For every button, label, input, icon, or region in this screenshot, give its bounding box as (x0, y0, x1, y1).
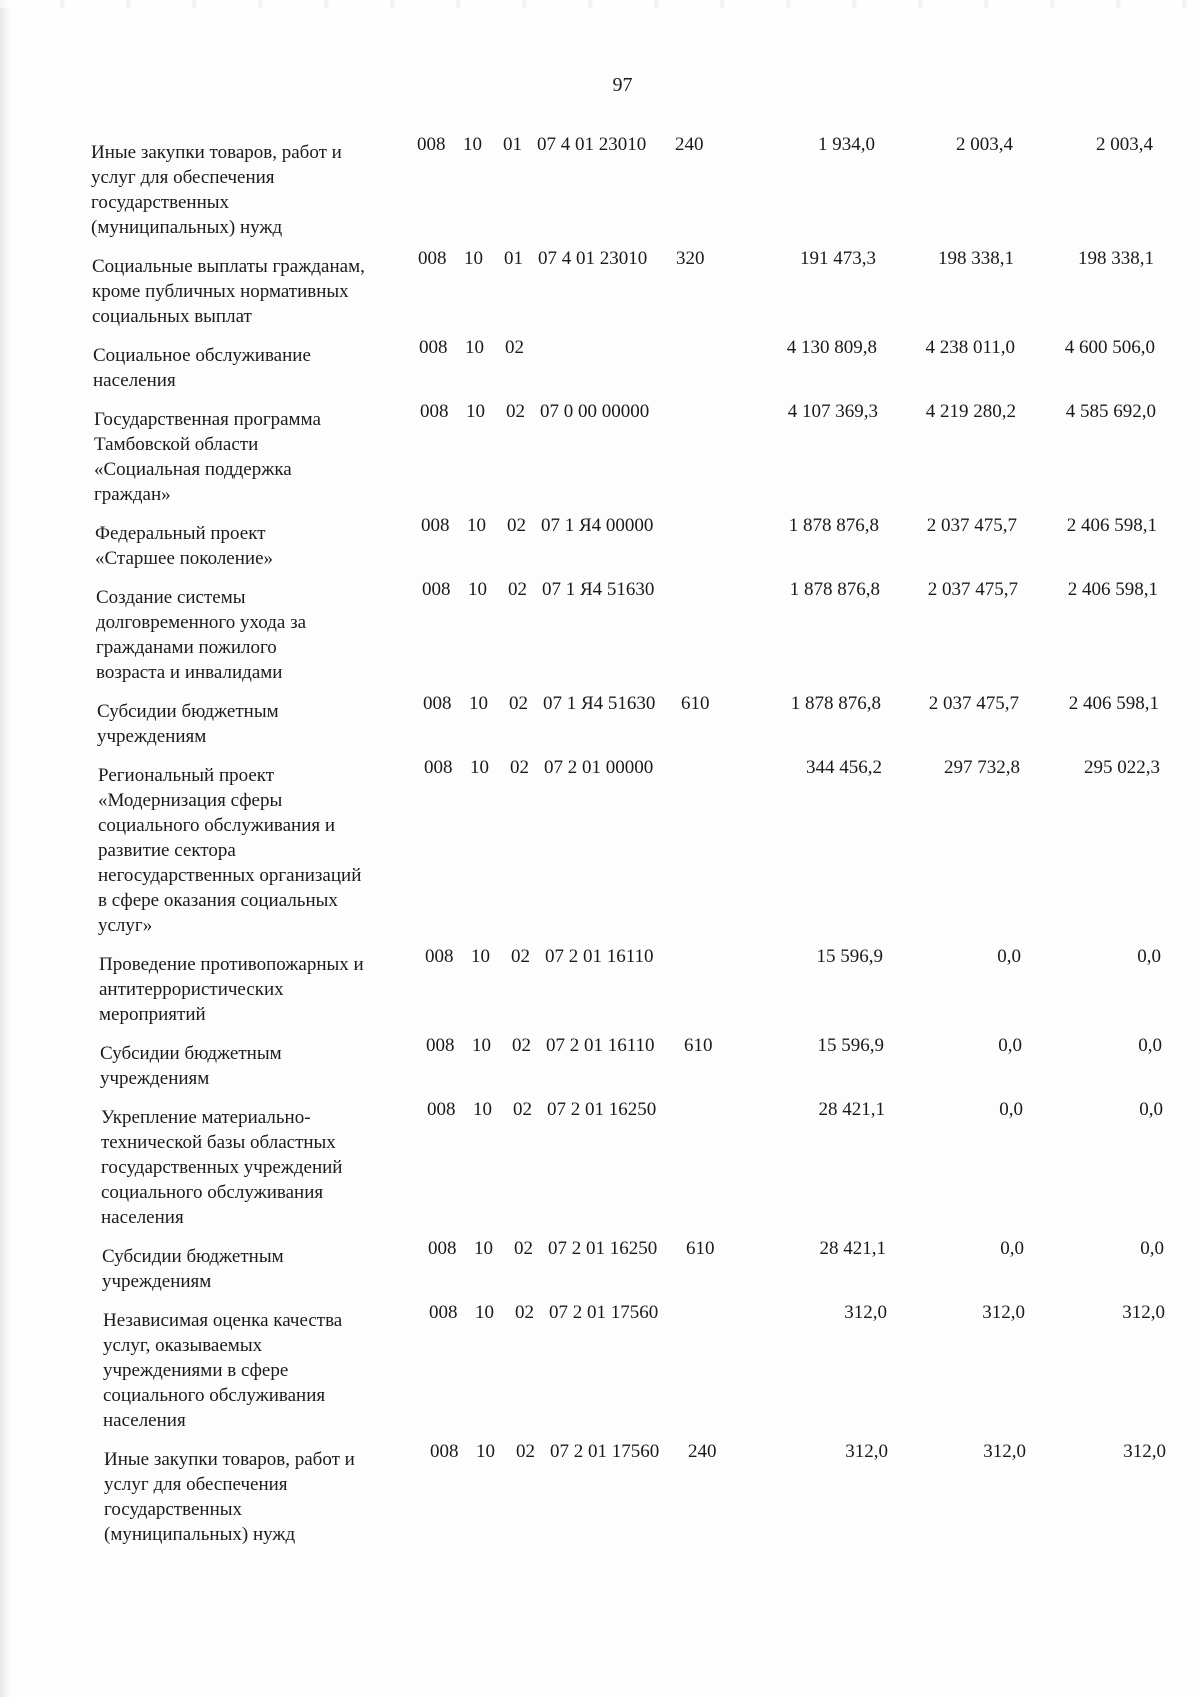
amount-year-3: 2 406 598,1 (1067, 579, 1158, 600)
section-code: 10 (470, 757, 489, 778)
section-code: 10 (475, 1302, 494, 1323)
budget-item-name: Иные закупки товаров, работ и услуг для обеспечения государственных (муниципальных) нужд (91, 142, 342, 238)
amount-year-3: 198 338,1 (1078, 248, 1154, 269)
table-row (104, 1439, 1179, 1547)
budget-item-name: Субсидии бюджетным учреждениям (97, 701, 279, 747)
ministry-code: 008 (422, 579, 451, 600)
table-row (91, 132, 1166, 240)
expense-type-code: 240 (688, 1441, 717, 1462)
budget-item-name: Социальное обслуживание населения (93, 345, 311, 391)
amount-year-2: 297 732,8 (944, 757, 1020, 778)
subsection-code: 02 (511, 946, 530, 967)
table-row (101, 1097, 1176, 1230)
ministry-code: 008 (426, 1035, 455, 1056)
amount-year-1: 1 934,0 (818, 134, 875, 155)
ministry-code: 008 (425, 946, 454, 967)
section-code: 10 (472, 1035, 491, 1056)
section-code: 10 (466, 401, 485, 422)
amount-year-1: 191 473,3 (800, 248, 876, 269)
amount-year-1: 344 456,2 (806, 757, 882, 778)
subsection-code: 02 (510, 757, 529, 778)
subsection-code: 01 (503, 134, 522, 155)
budget-item-name: Укрепление материально- технической базы областных государственных учреждений социального обслуживания населения (101, 1107, 343, 1228)
subsection-code: 02 (509, 693, 528, 714)
ministry-code: 008 (430, 1441, 459, 1462)
amount-year-1: 1 878 876,8 (789, 579, 880, 600)
amount-year-3: 4 600 506,0 (1064, 337, 1155, 358)
amount-year-3: 0,0 (1138, 1035, 1162, 1056)
subsection-code: 02 (515, 1302, 534, 1323)
target-article-code: 07 2 01 16250 (548, 1238, 658, 1259)
section-code: 10 (469, 693, 488, 714)
section-code: 10 (467, 515, 486, 536)
amount-year-2: 0,0 (999, 1099, 1023, 1120)
ministry-code: 008 (428, 1238, 457, 1259)
amount-year-1: 312,0 (845, 1441, 888, 1462)
section-code: 10 (474, 1238, 493, 1259)
amount-year-3: 0,0 (1137, 946, 1161, 967)
amount-year-3: 312,0 (1123, 1441, 1166, 1462)
amount-year-3: 312,0 (1122, 1302, 1165, 1323)
section-code: 10 (476, 1441, 495, 1462)
subsection-code: 01 (504, 248, 523, 269)
amount-year-3: 2 406 598,1 (1068, 693, 1159, 714)
target-article-code: 07 2 01 17560 (549, 1302, 659, 1323)
budget-item-name: Социальные выплаты гражданам, кроме публичных нормативных социальных выплат (92, 256, 365, 327)
amount-year-2: 2 037 475,7 (926, 515, 1017, 536)
budget-item-name: Проведение противопожарных и антитеррористических мероприятий (99, 954, 364, 1025)
subsection-code: 02 (505, 337, 524, 358)
amount-year-2: 312,0 (982, 1302, 1025, 1323)
amount-year-3: 2 406 598,1 (1066, 515, 1157, 536)
amount-year-1: 1 878 876,8 (790, 693, 881, 714)
target-article-code: 07 1 Я4 51630 (542, 579, 655, 600)
ministry-code: 008 (424, 757, 453, 778)
target-article-code: 07 0 00 00000 (540, 401, 650, 422)
section-code: 10 (468, 579, 487, 600)
amount-year-1: 312,0 (844, 1302, 887, 1323)
amount-year-3: 0,0 (1139, 1099, 1163, 1120)
amount-year-2: 2 037 475,7 (927, 579, 1018, 600)
table-row (94, 399, 1169, 507)
amount-year-2: 4 238 011,0 (925, 337, 1015, 358)
budget-item-name: Независимая оценка качества услуг, оказываемых учреждениями в сфере социального обслуживания населения (103, 1310, 343, 1431)
table-row (95, 513, 1170, 571)
table-row (100, 1033, 1175, 1091)
budget-item-name: Федеральный проект «Старшее поколение» (95, 523, 274, 569)
ministry-code: 008 (429, 1302, 458, 1323)
section-code: 10 (464, 248, 483, 269)
amount-year-2: 2 037 475,7 (928, 693, 1019, 714)
ministry-code: 008 (421, 515, 450, 536)
amount-year-1: 28 421,1 (819, 1238, 886, 1259)
subsection-code: 02 (506, 401, 525, 422)
page-number: 97 (612, 74, 633, 96)
subsection-code: 02 (507, 515, 526, 536)
target-article-code: 07 1 Я4 00000 (541, 515, 654, 536)
amount-year-3: 2 003,4 (1096, 134, 1153, 155)
amount-year-2: 2 003,4 (956, 134, 1013, 155)
section-code: 10 (465, 337, 484, 358)
ministry-code: 008 (423, 693, 452, 714)
amount-year-1: 4 130 809,8 (786, 337, 877, 358)
expense-type-code: 610 (686, 1238, 715, 1259)
section-code: 10 (471, 946, 490, 967)
amount-year-3: 4 585 692,0 (1065, 401, 1156, 422)
ministry-code: 008 (420, 401, 449, 422)
table-row (92, 246, 1167, 329)
ministry-code: 008 (417, 134, 446, 155)
section-code: 10 (473, 1099, 492, 1120)
scan-top-noise (0, 0, 1200, 8)
amount-year-3: 295 022,3 (1084, 757, 1160, 778)
budget-item-name: Государственная программа Тамбовской области «Социальная поддержка граждан» (94, 409, 321, 505)
amount-year-2: 312,0 (983, 1441, 1026, 1462)
section-code: 10 (463, 134, 482, 155)
budget-item-name: Региональный проект «Модернизация сферы социального обслуживания и развитие сектора негосударственных организаций в сфере оказания социальных услуг» (98, 765, 362, 936)
budget-item-name: Субсидии бюджетным учреждениям (102, 1246, 284, 1292)
target-article-code: 07 2 01 16110 (545, 946, 654, 967)
amount-year-2: 0,0 (998, 1035, 1022, 1056)
amount-year-2: 198 338,1 (938, 248, 1014, 269)
amount-year-1: 15 596,9 (816, 946, 883, 967)
table-row (102, 1236, 1177, 1294)
scan-edge-shadow (0, 0, 10, 1697)
ministry-code: 008 (419, 337, 448, 358)
target-article-code: 07 4 01 23010 (537, 134, 647, 155)
subsection-code: 02 (513, 1099, 532, 1120)
budget-item-name: Субсидии бюджетным учреждениям (100, 1043, 282, 1089)
target-article-code: 07 1 Я4 51630 (543, 693, 656, 714)
target-article-code: 07 2 01 16250 (547, 1099, 657, 1120)
expense-type-code: 240 (675, 134, 704, 155)
ministry-code: 008 (427, 1099, 456, 1120)
ministry-code: 008 (418, 248, 447, 269)
target-article-code: 07 2 01 17560 (550, 1441, 660, 1462)
amount-year-1: 28 421,1 (818, 1099, 885, 1120)
expense-type-code: 610 (684, 1035, 713, 1056)
subsection-code: 02 (516, 1441, 535, 1462)
budget-item-name: Иные закупки товаров, работ и услуг для обеспечения государственных (муниципальных) нужд (104, 1449, 355, 1545)
budget-table (91, 132, 1170, 1553)
table-row (98, 755, 1173, 938)
target-article-code: 07 2 01 00000 (544, 757, 654, 778)
subsection-code: 02 (508, 579, 527, 600)
table-row (99, 944, 1174, 1027)
expense-type-code: 320 (676, 248, 705, 269)
amount-year-3: 0,0 (1140, 1238, 1164, 1259)
amount-year-1: 1 878 876,8 (788, 515, 879, 536)
amount-year-2: 0,0 (997, 946, 1021, 967)
target-article-code: 07 2 01 16110 (546, 1035, 655, 1056)
budget-item-name: Создание системы долговременного ухода за гражданами пожилого возраста и инвалидами (96, 587, 307, 683)
table-row (93, 335, 1168, 393)
expense-type-code: 610 (681, 693, 710, 714)
table-row (103, 1300, 1178, 1433)
target-article-code: 07 4 01 23010 (538, 248, 648, 269)
amount-year-1: 4 107 369,3 (787, 401, 878, 422)
amount-year-2: 0,0 (1000, 1238, 1024, 1259)
amount-year-1: 15 596,9 (817, 1035, 884, 1056)
table-row (97, 691, 1172, 749)
subsection-code: 02 (514, 1238, 533, 1259)
subsection-code: 02 (512, 1035, 531, 1056)
table-row (96, 577, 1171, 685)
amount-year-2: 4 219 280,2 (925, 401, 1016, 422)
